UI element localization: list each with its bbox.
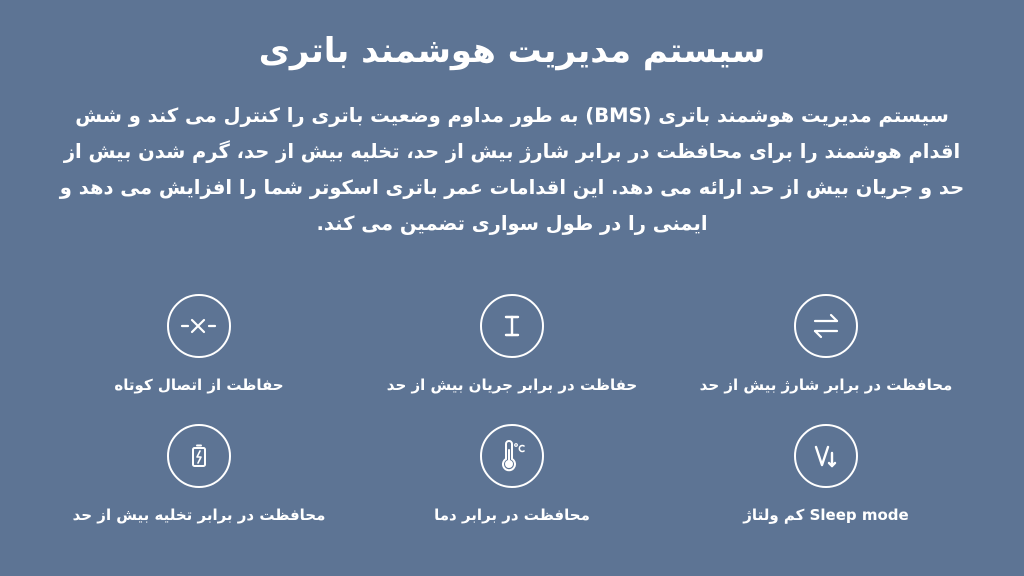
current-i-icon <box>480 294 544 358</box>
feature-low-voltage <box>676 424 976 524</box>
feature-label: محافظت در برابر دما <box>434 506 590 524</box>
feature-label: Sleep mode کم ولتاژ <box>743 506 909 524</box>
feature-overcurrent <box>362 294 662 394</box>
feature-label: حفاظت از اتصال کوتاه <box>114 376 284 394</box>
battery-icon <box>167 424 231 488</box>
feature-overcharge <box>676 294 976 394</box>
feature-short-circuit <box>49 294 349 394</box>
thermometer-icon <box>480 424 544 488</box>
feature-label: حفاظت در برابر جریان بیش از حد <box>386 376 638 394</box>
feature-over-discharge <box>49 424 349 524</box>
low-voltage-icon <box>794 424 858 488</box>
short-circuit-icon <box>167 294 231 358</box>
page-title: سیستم مدیریت هوشمند باتری <box>258 31 766 71</box>
description-text: سیستم مدیریت هوشمند باتری (BMS) به طور مداوم وضعیت باتری را کنترل می کند و شش اقدام هوشمند را برای محافظت در برابر شارژ بیش از حد، تخلیه بیش از حد، گرم شدن بیش از حد و جریان بیش از حد ارائه می دهد. این اقدامات عمر باتری اسکوتر شما را افزایش می دهد و ایمنی را در طول سواری تضمین می کند. <box>59 104 965 235</box>
overcharge-arrows-icon <box>794 294 858 358</box>
feature-label: محافظت در برابر تخلیه بیش از حد <box>72 506 326 524</box>
feature-temperature <box>362 424 662 524</box>
feature-label: محافظت در برابر شارژ بیش از حد <box>699 376 953 394</box>
